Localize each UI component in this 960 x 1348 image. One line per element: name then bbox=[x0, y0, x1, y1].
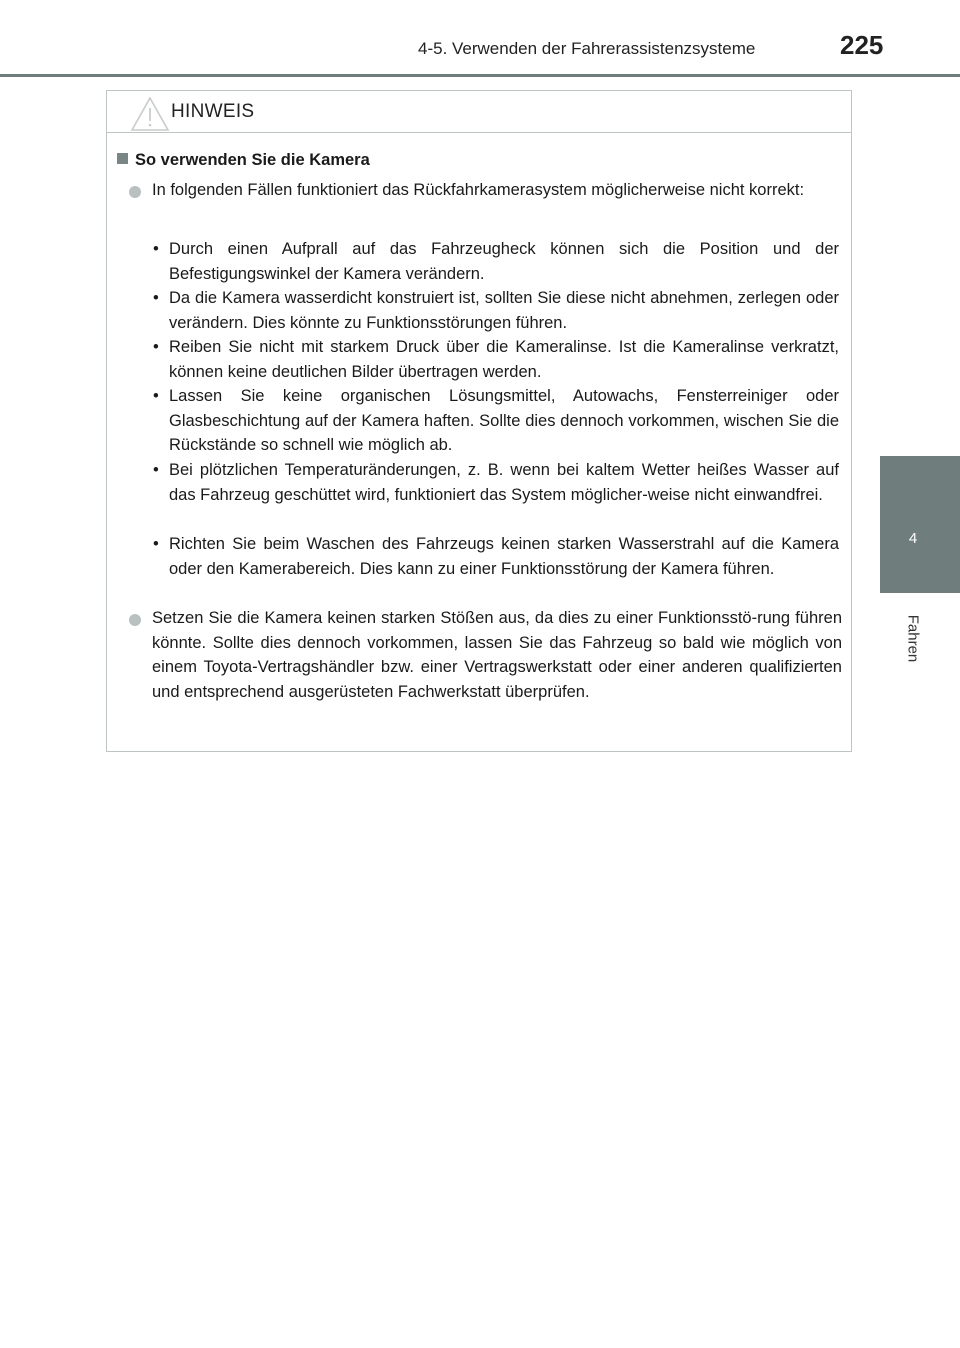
list-item-text: Durch einen Aufprall auf das Fahrzeugheck können sich die Position und der Befestigungswinkel der Kamera verändern. bbox=[169, 240, 839, 283]
notice-box bbox=[106, 90, 852, 752]
list-bullet: • bbox=[153, 535, 159, 553]
list-bullet: • bbox=[153, 289, 159, 307]
list-bullet: • bbox=[153, 461, 159, 479]
list-bullet: • bbox=[153, 338, 159, 356]
list-item-text: Reiben Sie nicht mit starkem Druck über die Kameralinse. Ist die Kameralinse verkratzt, können keine deutlichen Bilder übertragen werden. bbox=[169, 338, 839, 381]
list-item bbox=[153, 532, 839, 581]
list-item bbox=[153, 384, 839, 458]
section-title: 4-5. Verwenden der Fahrerassistenzsysteme bbox=[418, 39, 756, 58]
list-item-text: Bei plötzlichen Temperaturänderungen, z. B. wenn bei kaltem Wetter heißes Wasser auf das Fahrzeug geschüttet wird, funktioniert das System möglicher-weise nicht einwandfrei. bbox=[169, 461, 839, 504]
notice-title: HINWEIS bbox=[171, 101, 255, 122]
list-item bbox=[153, 335, 839, 384]
list-item bbox=[153, 458, 839, 507]
list-item-text: Lassen Sie keine organischen Lösungsmittel, Autowachs, Fensterreiniger oder Glasbeschichtung auf der Kamera haften. Sollte dies dennoch vorkommen, wischen Sie die Rückstände so schnell wie möglich ab. bbox=[169, 387, 839, 454]
circle-bullet-icon bbox=[129, 614, 141, 626]
list-item-text: Da die Kamera wasserdicht konstruiert ist, sollten Sie diese nicht abnehmen, zerlegen oder verändern. Dies könnte zu Funktionsstörungen führen. bbox=[169, 289, 839, 332]
chapter-label bbox=[893, 604, 933, 664]
page-number: 225 bbox=[840, 30, 884, 60]
chapter-label-text: Fahren bbox=[904, 614, 922, 663]
circle-bullet-icon bbox=[129, 186, 141, 198]
chapter-tab bbox=[880, 456, 960, 593]
list-item bbox=[153, 286, 839, 335]
section-heading-text: So verwenden Sie die Kamera bbox=[135, 151, 370, 169]
chapter-number: 4 bbox=[908, 530, 918, 547]
square-bullet-icon bbox=[117, 153, 128, 164]
list-item bbox=[153, 237, 839, 286]
point-text: Setzen Sie die Kamera keinen starken Stößen aus, da dies zu einer Funktionsstö-rung führen könnte. Sollte dies dennoch vorkommen, lassen Sie das Fahrzeug so bald wie möglich von einem Toyota-Vertragshändler bzw. einer Vertragswerkstatt oder einer anderen qualifizierten und entsprechend ausgerüsteten Fachwerkstatt überprüfen. bbox=[152, 609, 842, 701]
warning-triangle-icon bbox=[129, 95, 171, 133]
header-rule bbox=[0, 74, 960, 77]
section-heading bbox=[117, 151, 370, 170]
point-text: In folgenden Fällen funktioniert das Rückfahrkamerasystem möglicherweise nicht korrekt: bbox=[152, 181, 805, 199]
list-bullet: • bbox=[153, 387, 159, 405]
list-item-text: Richten Sie beim Waschen des Fahrzeugs keinen starken Wasserstrahl auf die Kamera oder den Kamerabereich. Dies kann zu einer Funktionsstörung der Kamera führen. bbox=[169, 535, 839, 578]
notice-header bbox=[107, 91, 851, 133]
list-bullet: • bbox=[153, 240, 159, 258]
